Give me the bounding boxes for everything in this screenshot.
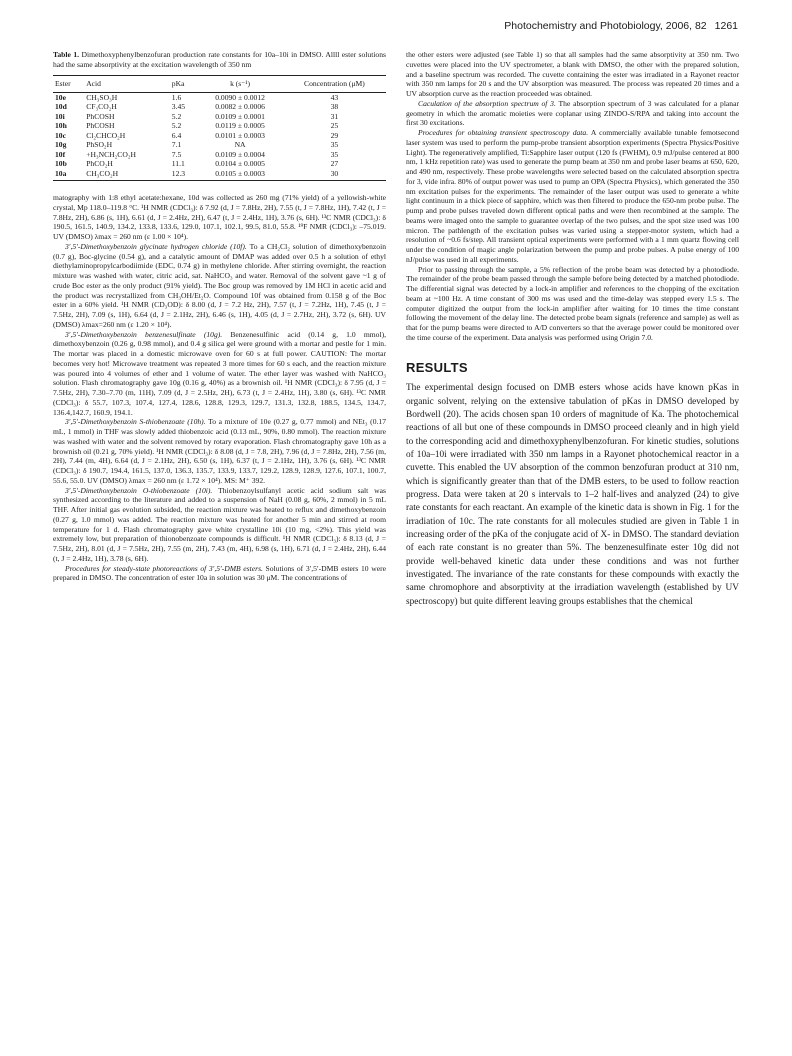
cell-pka: 6.4	[171, 130, 182, 140]
cell-concentration: 35	[330, 149, 339, 159]
cell-pka: 1.6	[171, 92, 182, 102]
paragraph	[406, 50, 739, 99]
paragraph	[406, 265, 739, 343]
running-header	[504, 20, 738, 32]
cell-ester: 10g	[55, 140, 67, 149]
paragraph-lead: 3′,5′-Dimethoxybenzoin S-thiobenzoate (10h).	[65, 417, 206, 427]
cell-k: 0.0105 ± 0.0003	[197, 169, 283, 181]
cell-pka: 3.45	[171, 102, 186, 111]
cell-concentration: 30	[283, 169, 386, 181]
table-row	[53, 150, 386, 160]
cell-ester: 10f	[55, 149, 66, 159]
table-caption-text: Dimethoxyphenylbenzofuran production rate constants for 10a–10i in DMSO. Allll ester solutions had the same absorptivity at the excitation wavelength of 350 nm	[53, 50, 386, 69]
paragraph	[53, 486, 386, 564]
cell-k: 0.0109 ± 0.0001	[215, 111, 265, 121]
cell-ester: 10h	[55, 121, 67, 130]
paragraph-text: Solutions of 3′,5′-DMB esters 10 were prepared in DMSO. The concentration of ester 10a in solution was 30 μM. The concentrations of	[53, 563, 386, 583]
cell-k: 0.0101 ± 0.0003	[215, 130, 265, 140]
paragraph-text: To a mixture of 10e (0.27 g, 0.77 mmol) and NEt₃ (0.17 mL, 1 mmol) in THF was slowly added thiobenzoic acid (0.13 mL, 90%, 0.80 mmol). The reaction mixture was washed with water and the solvent removed by rotary evaporation. Flash chromatography gave 10h as a brownish oil (0.21 g, 70% yield). ¹H NMR (CDCl₃): δ 8.08 (d, J = 7.8, 2H), 7.96 (d, J = 7.8Hz, 2H), 7.56 (m, 2H), 7.44 (m, 4H), 6.64 (d, J = 2.1Hz, 2H), 6.50 (s, 1H), 6.37 (t, J = 2.1Hz, 1H), 3.76 (s, 6H). ¹³C NMR (CDCl₃): δ 190.7, 194.4, 161.5, 137.0, 136.3, 135.7, 133.9, 133.7, 129.2, 128.9, 128.9, 127.6, 107.1, 100.7, 55.6, 55.0. UV (DMSO) λmax = 260 nm (ε 1.72 × 10⁴). MS: M⁺ 392.	[53, 417, 386, 485]
paragraph-text: Thiobenzoylsulfanyl acetic acid sodium salt was synthesized according to the literature and added to a suspension of NaH (0.08 g, 60%, 2 mmol) in 5 mL THF. After initial gas evolution subsided, the reaction mixture was heated to reflux and dimethoxybenzoin (0.27 g, 1.0 mmol) was added. The reaction mixture was heated for another 5 min and stirred at room temperature for 1 d. Flash chromatography gave white crystalline 10i (10 mg, <2%). This yield was extremely low, but preparation of thionobenzoate compounds is difficult. ¹H NMR (CDCl₃): δ 8.13 (d, J = 7.5Hz, 2H), 8.01 (d, J = 7.5Hz, 2H), 7.55 (m, 2H), 7.43 (m, 4H), 6.98 (s, 1H), 6.71 (d, J = 2.4Hz, 2H), 6.44 (t, J = 2.4Hz, 1H), 3.78 (s, 6H).	[53, 485, 386, 563]
cell-concentration: 35	[330, 140, 339, 149]
cell-acid: PhCO₂H	[86, 159, 113, 168]
cell-ester: 10d	[55, 102, 67, 111]
cell-pka: 12.3	[170, 169, 198, 181]
results-paragraph: The experimental design focused on DMB esters whose acids have known pKas in organic solvent, relying on the extensive tabulation of pKas in DMSO developed by Bordwell (20). The acids chosen span 10 orders of magnitude of Ka. The photochemical reactions of all but one of these compounds in DMSO proceed cleanly and in high yield to the corresponding acid and dimethoxyphenylbenzofuran. For kinetic studies, solutions of 10a–10i were irradiated with 350 nm lamps in a Rayonet photochemical reactor in a cuvette. This enabled the UV absorption of the common benzofuran product at 310 nm, which is significantly greater than that of the DMB esters, to be used to follow reaction progress. Data were taken at 20 s intervals to 1–2 half-lives and analyzed (24) to give rate constants for each reactant. An example of the kinetic data is shown in Fig. 1 for the irradiation of 10c. The rate constants for all molecules studied are given in Table 1 in increasing order of the pKa of the conjugate acid of X- in DMSO. The standard deviation of each rate constant is no greater than 5%. The benzenesulfinate ester 10g did not provide well-behaved kinetic data under these conditions and was not further investigated. The invariance of the rate constants for these compounds with exactly the same chromophore and absorptivity at the irradiation wavelength (established by UV spectroscopy) but quite different leaving groups establishes that the chemical	[406, 383, 739, 607]
cell-concentration: 43	[330, 92, 339, 102]
table-row	[53, 169, 386, 181]
paragraph-lead: 3′,5′-Dimethoxybenzoin O-thiobenzoate (10i).	[65, 485, 213, 495]
left-column	[53, 50, 386, 583]
journal-citation: Photochemistry and Photobiology, 2006, 82	[504, 20, 707, 32]
cell-concentration: 29	[330, 130, 339, 140]
cell-acid: PhSO₂H	[86, 140, 113, 149]
cell-acid: CH₃SO₃H	[86, 92, 118, 102]
cell-acid: PhCOSH	[86, 121, 115, 130]
table-row	[53, 121, 386, 131]
paragraph-lead: 3′,5′-Dimethoxybenzoin benzenesulfinate (10g).	[65, 329, 223, 339]
paragraph-text: Benzenesulfinic acid (0.14 g, 1.0 mmol), dimethoxybenzoin (0.26 g, 0.98 mmol), and 0.4 g silica gel were ground with a mortar and pestle for 1 min. The mortar was placed in a domestic microwave oven for 60 s at full power. CAUTION: The mortar becomes very hot! Microwave treatment was repeated 3 more times for 60 s each, and the reaction mixture was poured into 4 volumes of ether and 1 volume of water. The ether layer was washed with NaHCO₃ solution. Flash chromatography gave 10g (0.16 g, 40%) as a brownish oil. ¹H NMR (CDCl₃): δ 7.95 (d, J = 7.5Hz, 2H), 7.30–7.70 (m, 11H), 7.09 (d, J = 2.5Hz, 2H), 6.73 (t, J = 2.4Hz, 1H), 3.80 (s, 6H). ¹³C NMR (CDCl₃): δ 55.7, 107.3, 107.4, 127.4, 128.6, 128.8, 129.3, 129.7, 131.3, 132.8, 188.5, 134.5, 134.7, 136.4,142.7, 160.9, 194.1.	[53, 329, 386, 417]
cell-k: NA	[234, 140, 246, 149]
cell-pka: 7.1	[171, 140, 182, 149]
cell-ester: 10b	[55, 159, 67, 168]
section-heading-results: RESULTS	[406, 359, 468, 375]
paragraph-lead: Procedures for obtaining transient spectroscopy data.	[418, 128, 589, 137]
paragraph	[53, 193, 386, 242]
paragraph-text: A commercially available tunable femotsecond laser system was used to perform the pump-probe transient absorption experiments (Spectra Physics/Positive Light). The regeneratively amplified, Ti:Sapphire laser output (120 fs (FWHM), 0.9 mJ/pulse centered at 800 nm, 1 kHz repetition rate) was used to generate the pump beam at 350 nm and probe laser beams at 650, 620, and 490 nm, respectively. These probe wavelengths were selected based on the calculated absorption spectra for 3, vide infra. 80% of output power was used to pump an OPA (Spectra Physics), which generated the 350 nm excitation pulses for the experiments. The remainder of the laser output was used to generate a white light continuum in a thick piece of sapphire, which was then filtered to produce the 650-nm probe pulse. The pump and probe pulses traveled down different optical paths and were then recombined at the sample. The beams were imaged onto the sample to guarantee overlap of the two pulses, and the spot size used was 100 micron. The pathlength of the excitation pulses was varied using a stepper-motor system, which had a resolution of ~0.6 fs/step. All transient optical experiments were performed with a 1 mm quartz flowing cell under the condition of magic angle polarization between the pump and probe pulses. A pulse energy of 100 nJ/pulse was used in all experiments.	[406, 128, 739, 264]
paragraph	[53, 417, 386, 485]
table-body	[53, 92, 386, 181]
cell-ester: 10a	[53, 169, 84, 181]
col-header-pka: pKa	[170, 76, 198, 93]
paragraph-text: The absorption spectrum of 3 was calculated for a planar geometry in which the aromatic moieties were coplanar using ZINDO-S/RPA and taking into account the first 30 excitations.	[406, 98, 739, 128]
left-body-text	[53, 193, 386, 583]
cell-concentration: 27	[330, 159, 339, 168]
paragraph-text: matography with 1:8 ethyl acetate:hexane, 10d was collected as 260 mg (71% yield) of a yellowish-white crystal, Mp 118.0–119.8 °C. ¹H NMR (CDCl₃): δ 7.92 (d, J = 7.8Hz, 2H), 7.55 (t, J = 7.8Hz, 1H), 7.42 (t, J = 7.8Hz, 2H), 6.86 (s, 1H), 6.61 (d, J = 2.4Hz, 2H), 6.47 (t, J = 2.4Hz, 1H), 3.76 (s, 6H). ¹³C NMR (CDCl₃): δ 190.5, 161.5, 140.9, 134.2, 133.8, 133.6, 129.0, 107.1, 102.1, 99.5, 81.0, 55.8. ¹⁹F NMR (CDCl₃): –75.019. UV (DMSO) λmax = 260 nm (ε 1.00 × 10⁴).	[53, 193, 386, 241]
table-caption	[53, 50, 386, 70]
paragraph-text: To a CH₂Cl₂ solution of dimethoxybenzoin (0.7 g), Boc-glycine (0.54 g), and a catalytic amount of DMAP was added over 0.5 h a solution of ethyl diethylaminopropylcarbodiimide (EDC, 0.74 g) in methylene chloride. After stirring overnight, the reaction mixture was washed with water, citric acid, sat. NaHCO₃ and water. Removal of the solvent gave ~1 g of crude Boc ester as the only product (91% yield). The Boc group was removed by 1M HCl in acetic acid and the product was recrystallized from CH₃OH/Et₂O. Compound 10f was obtained from 0.158 g of the Boc ester in a 60% yield. ¹H NMR (CD₃OD): δ 8.00 (d, J = 7.2 Hz, 2H), 7.57 (t, J = 7.2Hz, 1H), 7.45 (t, J = 7.5Hz, 2H), 7.09 (s, 1H), 6.64 (d, J = 2.1Hz, 2H), 6.46 (s, 1H), 4.05 (d, J = 2.7Hz, 2H), 3.72 (s, 6H). UV (DMSO) λmax=260 nm (ε 1.20 × 10⁴).	[53, 241, 386, 329]
cell-k: 0.0119 ± 0.0005	[215, 121, 265, 130]
table-row	[53, 92, 386, 102]
paragraph	[406, 99, 739, 128]
table-caption-label: Table 1.	[53, 50, 80, 59]
table-row	[53, 140, 386, 150]
cell-ester: 10i	[55, 111, 65, 121]
cell-k: 0.0090 ± 0.0012	[215, 92, 265, 102]
table-row	[53, 102, 386, 112]
table-row	[53, 112, 386, 122]
paragraph-lead: Procedures for steady-state photoreactions of 3′,5′-DMB esters.	[65, 563, 263, 573]
rate-constants-table	[53, 75, 386, 181]
cell-k: 0.0082 ± 0.0006	[215, 102, 265, 111]
right-column	[406, 50, 739, 609]
cell-ester: 10c	[55, 130, 66, 140]
paragraph-lead: 3′,5′-Dimethoxybenzoin glycinate hydrogen chloride (10f).	[65, 241, 247, 251]
col-header-k: k (s⁻¹)	[197, 76, 283, 93]
cell-acid: PhCOSH	[86, 111, 115, 121]
page-number: 1261	[714, 20, 738, 32]
cell-pka: 11.1	[171, 159, 185, 168]
paragraph	[53, 242, 386, 330]
cell-pka: 5.2	[171, 111, 182, 121]
cell-acid: Cl₂CHCO₂H	[86, 130, 126, 140]
table-row	[53, 159, 386, 169]
cell-concentration: 38	[330, 102, 339, 111]
paragraph-lead: Caculation of the absorption spectrum of 3.	[418, 98, 556, 108]
cell-k: 0.0104 ± 0.0005	[215, 159, 265, 168]
cell-acid: CF₃CO₂H	[86, 102, 117, 111]
cell-pka: 7.5	[171, 149, 182, 159]
cell-concentration: 31	[330, 111, 339, 121]
cell-acid: CH₃CO₂H	[84, 169, 170, 181]
paragraph-text: the other esters were adjusted (see Table 1) so that all samples had the same absorptivity at 350 nm. Two cuvettes were placed into the UV spectrometer, a blank with DMSO, the other with the prepared solution, and a baseline spectrum was recorded. The cuvette containing the ester was irradiated in a Rayonet reactor with 350 nm lamps for 20 s and the UV absorption was measured. The process was repeated 20 times and a UV absorption curve as the reaction proceeded was obtained.	[406, 50, 739, 98]
table-header-row	[53, 76, 386, 93]
cell-concentration: 25	[330, 121, 339, 130]
paragraph-text: Prior to passing through the sample, a 5% reflection of the probe beam was detected by a photodiode. The remainder of the probe beam passed through the sample before being detected by a matched photodiode. The differential signal was detected by a lock-in amplifier and references to the chopping of the excitation beam at ~100 Hz. A time constant of 300 ms was used and the time-delay was stepped every 1.5 s. The computer digitized the output from the lock-in amplifier after waiting for 10 times the time constant following the movement of the delay line. The detected probe beam signals (reference and sample) as well as that for the pump beams were directed to A/D converters so that the average power could be monitored over the time course of the experiment. Data analysis was performed using Origin 7.0.	[406, 264, 739, 342]
paragraph	[53, 564, 386, 584]
table-row	[53, 131, 386, 141]
col-header-concentration: Concentration (μM)	[283, 76, 386, 93]
paragraph	[53, 330, 386, 418]
col-header-ester: Ester	[53, 76, 84, 93]
cell-ester: 10e	[55, 92, 66, 102]
cell-acid: +H₃NCH₂CO₂H	[86, 149, 136, 159]
paragraph	[406, 128, 739, 265]
col-header-acid: Acid	[84, 76, 170, 93]
cell-pka: 5.2	[171, 121, 182, 130]
cell-k: 0.0109 ± 0.0004	[215, 149, 265, 159]
